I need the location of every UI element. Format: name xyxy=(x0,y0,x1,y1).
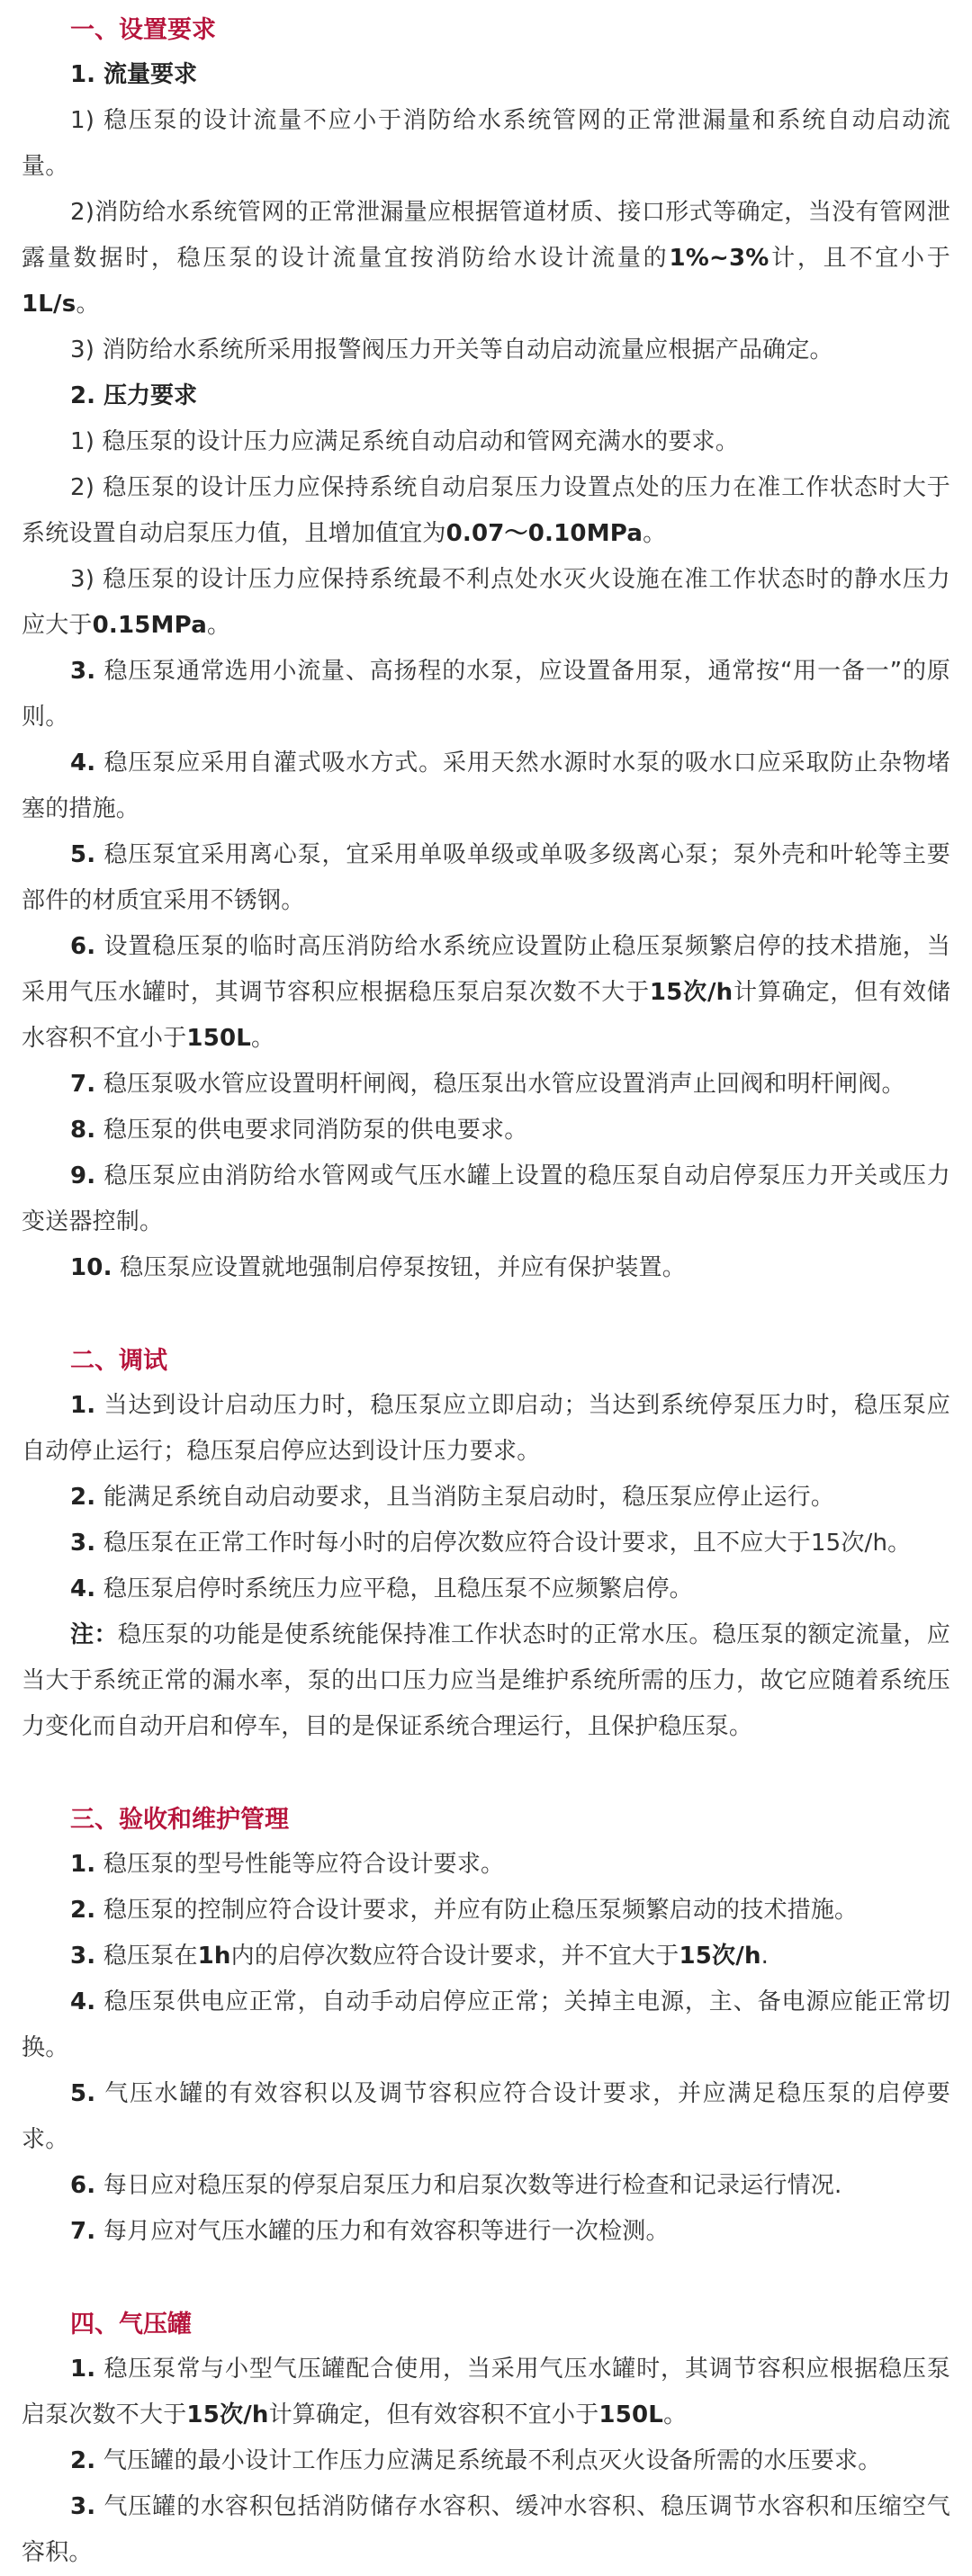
text-run: 。 xyxy=(76,291,100,318)
text-run: 计算确定，但有效容积不宜小于 xyxy=(268,2401,599,2428)
bold-text: 3. xyxy=(70,2493,96,2520)
bold-text: 6. xyxy=(70,2172,96,2199)
paragraph xyxy=(22,419,950,465)
text-run: 每日应对稳压泵的停泵启泵压力和启泵次数等进行检查和记录运行情况. xyxy=(95,2172,842,2199)
paragraph xyxy=(22,465,950,557)
text-run: 稳压泵的控制应符合设计要求，并应有防止稳压泵频繁启动的技术措施。 xyxy=(95,1897,859,1924)
text-run: 稳压泵的供电要求同消防泵的供电要求。 xyxy=(95,1117,528,1144)
section-4 xyxy=(22,2303,950,2576)
text-run: 稳压泵启停时系统压力应平稳，且稳压泵不应频繁启停。 xyxy=(95,1575,693,1602)
text-run: 2)消防给水系统管网的正常泄漏量应根据管道材质、接口形式等确定，当没有管网泄露量数据时，稳压泵的设计流量宜按消防给水设计流量的 xyxy=(22,199,950,272)
text-run: 。 xyxy=(663,2401,688,2428)
bold-text: 1. xyxy=(70,1851,96,1878)
paragraph xyxy=(22,1521,950,1566)
paragraph xyxy=(22,2163,950,2209)
text-run: 3) 稳压泵的设计压力应保持系统最不利点处水灭火设施在准工作状态时的静水压力应大于 xyxy=(22,566,950,639)
text-run: 能满足系统自动启动要求，且当消防主泵启动时，稳压泵应停止运行。 xyxy=(95,1484,835,1511)
bold-text: 0.07～0.10MPa xyxy=(446,520,644,547)
text-run: 稳压泵的功能是使系统能保持准工作状态时的正常水压。稳压泵的额定流量，应当大于系统正常的漏水率，泵的出口压力应当是维护系统所需的压力，故它应随着系统压力变化而自动开启和停车，目的是保证系统合理运行，且保护稳压泵。 xyxy=(22,1621,950,1740)
paragraph xyxy=(22,2209,950,2255)
bold-text: 2. xyxy=(70,1897,96,1924)
bold-text: 8. xyxy=(70,1117,96,1144)
bold-text: 3. xyxy=(70,658,96,685)
text-run: 3) 消防给水系统所采用报警阀压力开关等自动启动流量应根据产品确定。 xyxy=(70,337,833,364)
bold-text: 1L/s xyxy=(22,291,76,318)
bold-text: 4. xyxy=(70,749,96,776)
subheading: 1. 流量要求 xyxy=(70,61,198,88)
bold-text: 15次/h xyxy=(186,2401,269,2428)
bold-text: 0.15MPa xyxy=(92,612,207,639)
bold-text: 2. xyxy=(70,2447,96,2474)
text-run: 气压水罐的有效容积以及调节容积应符合设计要求，并应满足稳压泵的启停要求。 xyxy=(22,2080,950,2153)
text-run: 稳压泵的型号性能等应符合设计要求。 xyxy=(95,1851,505,1878)
bold-text: 7. xyxy=(70,2218,96,2245)
text-run: 稳压泵供电应正常，自动手动启停应正常；关掉主电源，主、备电源应能正常切换。 xyxy=(22,1988,950,2061)
bold-text: 2. xyxy=(70,1484,96,1511)
paragraph xyxy=(22,1153,950,1245)
bold-text: 1%~3% xyxy=(669,245,770,272)
paragraph xyxy=(22,98,950,190)
bold-text: 9. xyxy=(70,1162,96,1189)
text-run: 稳压泵应采用自灌式吸水方式。采用天然水源时水泵的吸水口应采取防止杂物堵塞的措施。 xyxy=(22,749,950,822)
paragraph xyxy=(22,1062,950,1108)
text-run: 稳压泵吸水管应设置明杆闸阀，稳压泵出水管应设置消声止回阀和明杆闸阀。 xyxy=(95,1071,905,1098)
text-run: 计算确定，但有效储水容积不宜小于 xyxy=(22,979,950,1052)
bold-text: 5. xyxy=(70,841,96,868)
bold-text: 4. xyxy=(70,1575,96,1602)
paragraph xyxy=(22,1612,950,1750)
paragraph xyxy=(22,2438,950,2484)
paragraph xyxy=(22,1979,950,2071)
paragraph xyxy=(22,1566,950,1612)
bold-text: 10. xyxy=(70,1254,112,1281)
bold-text: 3. xyxy=(70,1943,96,1970)
paragraph xyxy=(22,190,950,328)
bold-text: 150L xyxy=(598,2401,664,2428)
text-run: . xyxy=(760,1943,770,1970)
text-run: 稳压泵在 xyxy=(95,1943,198,1970)
paragraph xyxy=(22,649,950,740)
section-2 xyxy=(22,1340,950,1750)
paragraph xyxy=(22,1888,950,1934)
paragraph xyxy=(22,2484,950,2576)
section-title: 一、设置要求 xyxy=(70,16,216,44)
paragraph xyxy=(22,557,950,649)
subheading: 2. 压力要求 xyxy=(70,382,198,409)
text-run: 稳压泵宜采用离心泵，宜采用单吸单级或单吸多级离心泵；泵外壳和叶轮等主要部件的材质宜采用不锈钢。 xyxy=(22,841,950,914)
text-run: 。 xyxy=(643,520,667,547)
text-run: 1) 稳压泵的设计流量不应小于消防给水系统管网的正常泄漏量和系统自动启动流量。 xyxy=(22,107,950,180)
paragraph xyxy=(22,740,950,832)
section-3 xyxy=(22,1799,950,2255)
bold-text: 150L xyxy=(186,1025,252,1052)
section-title: 二、调试 xyxy=(70,1347,167,1375)
text-run: 设置稳压泵的临时高压消防给水系统应设置防止稳压泵频繁启停的技术措施，当采用气压水罐时，其调节容积应根据稳压泵启泵次数不大于 xyxy=(22,933,950,1006)
text-run: 每月应对气压水罐的压力和有效容积等进行一次检测。 xyxy=(95,2218,670,2245)
text-run: 计，且不宜小于 xyxy=(769,245,950,272)
bold-text: 注： xyxy=(70,1621,118,1648)
bold-text: 1. xyxy=(70,2356,96,2383)
text-run: 稳压泵应由消防给水管网或气压水罐上设置的稳压泵自动启停泵压力开关或压力变送器控制。 xyxy=(22,1162,950,1235)
bold-text: 5. xyxy=(70,2080,96,2107)
bold-text: 3. xyxy=(70,1530,96,1557)
bold-text: 15次/h xyxy=(679,1943,761,1970)
paragraph xyxy=(22,1245,950,1291)
text-run: 1) 稳压泵的设计压力应满足系统自动启动和管网充满水的要求。 xyxy=(70,428,739,455)
text-run: 。 xyxy=(206,612,231,639)
bold-text: 15次/h xyxy=(649,979,734,1006)
bold-text: 7. xyxy=(70,1071,96,1098)
paragraph xyxy=(22,1108,950,1153)
paragraph xyxy=(22,1934,950,1979)
paragraph xyxy=(22,328,950,373)
bold-text: 4. xyxy=(70,1988,96,2015)
paragraph xyxy=(22,1842,950,1888)
bold-text: 1. xyxy=(70,1392,96,1419)
text-run: 内的启停次数应符合设计要求，并不宜大于 xyxy=(230,1943,680,1970)
text-run: 稳压泵常与小型气压罐配合使用，当采用气压水罐时，其调节容积应根据稳压泵启泵次数不大于 xyxy=(22,2356,950,2428)
bold-text: 1h xyxy=(197,1943,231,1970)
paragraph xyxy=(22,2347,950,2438)
paragraph xyxy=(22,1475,950,1521)
paragraph xyxy=(22,924,950,1062)
text-run: 。 xyxy=(251,1025,275,1052)
section-1 xyxy=(22,9,950,1291)
text-run: 稳压泵应设置就地强制启停泵按钮，并应有保护装置。 xyxy=(112,1254,686,1281)
text-run: 气压罐的水容积包括消防储存水容积、缓冲水容积、稳压调节水容积和压缩空气容积。 xyxy=(22,2493,950,2566)
paragraph xyxy=(22,1383,950,1475)
paragraph xyxy=(22,832,950,924)
section-title: 四、气压罐 xyxy=(70,2311,192,2338)
bold-text: 6. xyxy=(70,933,96,960)
text-run: 当达到设计启动压力时，稳压泵应立即启动；当达到系统停泵压力时，稳压泵应自动停止运行；稳压泵启停应达到设计压力要求。 xyxy=(22,1392,950,1465)
paragraph xyxy=(22,2071,950,2163)
section-title: 三、验收和维护管理 xyxy=(70,1806,289,1834)
text-run: 气压罐的最小设计工作压力应满足系统最不利点灭火设备所需的水压要求。 xyxy=(95,2447,882,2474)
text-run: 2) 稳压泵的设计压力应保持系统自动启泵压力设置点处的压力在准工作状态时大于系统设置自动启泵压力值，且增加值宜为 xyxy=(22,474,950,547)
text-run: 稳压泵通常选用小流量、高扬程的水泵，应设置备用泵，通常按“用一备一”的原则。 xyxy=(22,658,950,731)
text-run: 稳压泵在正常工作时每小时的启停次数应符合设计要求，且不应大于15次/h。 xyxy=(95,1530,912,1557)
